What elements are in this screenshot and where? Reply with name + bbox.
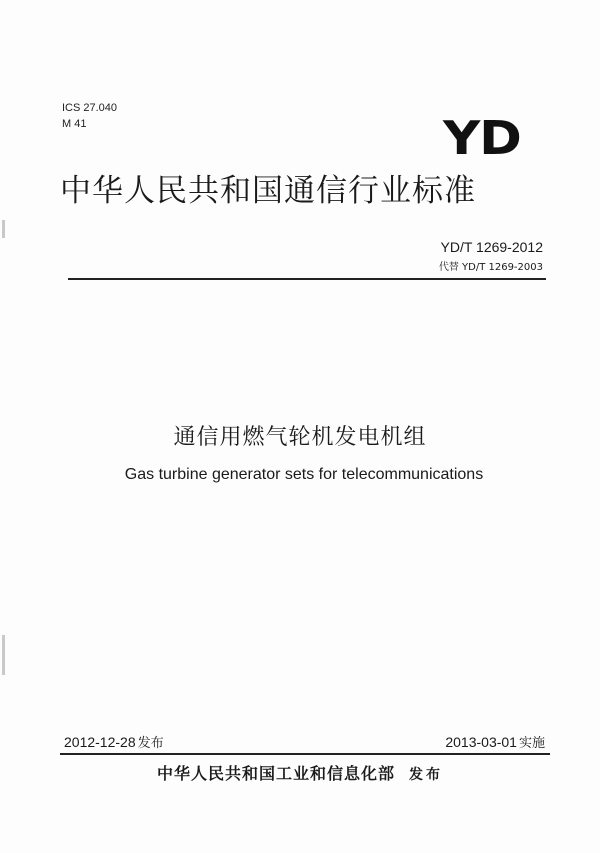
publish-label: 发布 xyxy=(137,736,164,751)
standard-organization-title: 中华人民共和国通信行业标准 xyxy=(60,173,476,209)
replaces-standard: 代替 YD/T 1269-2003 xyxy=(438,262,543,273)
document-title-chinese: 通信用燃气轮机发电机组 xyxy=(173,425,427,450)
footer-divider xyxy=(60,753,550,755)
publish-date-line xyxy=(64,733,164,753)
implement-date: 2013-03-01 xyxy=(445,734,517,750)
yd-logo: YD xyxy=(443,111,521,165)
publisher-action: 发布 xyxy=(409,767,443,783)
header-divider xyxy=(68,278,546,280)
implement-label: 实施 xyxy=(518,736,545,751)
classification-codes xyxy=(62,100,117,132)
scan-artifact xyxy=(2,220,5,238)
document-title-english: Gas turbine generator sets for telecommunications xyxy=(124,466,484,483)
ics-code: ICS 27.040 xyxy=(62,102,118,114)
ccs-code: M 41 xyxy=(62,118,87,130)
publisher-line xyxy=(0,762,600,787)
implement-date-line xyxy=(445,733,545,753)
standard-number: YD/T 1269-2012 xyxy=(440,239,543,255)
scan-artifact xyxy=(2,635,5,675)
publish-date: 2012-12-28 xyxy=(64,734,136,750)
publisher-name: 中华人民共和国工业和信息化部 xyxy=(156,764,395,783)
